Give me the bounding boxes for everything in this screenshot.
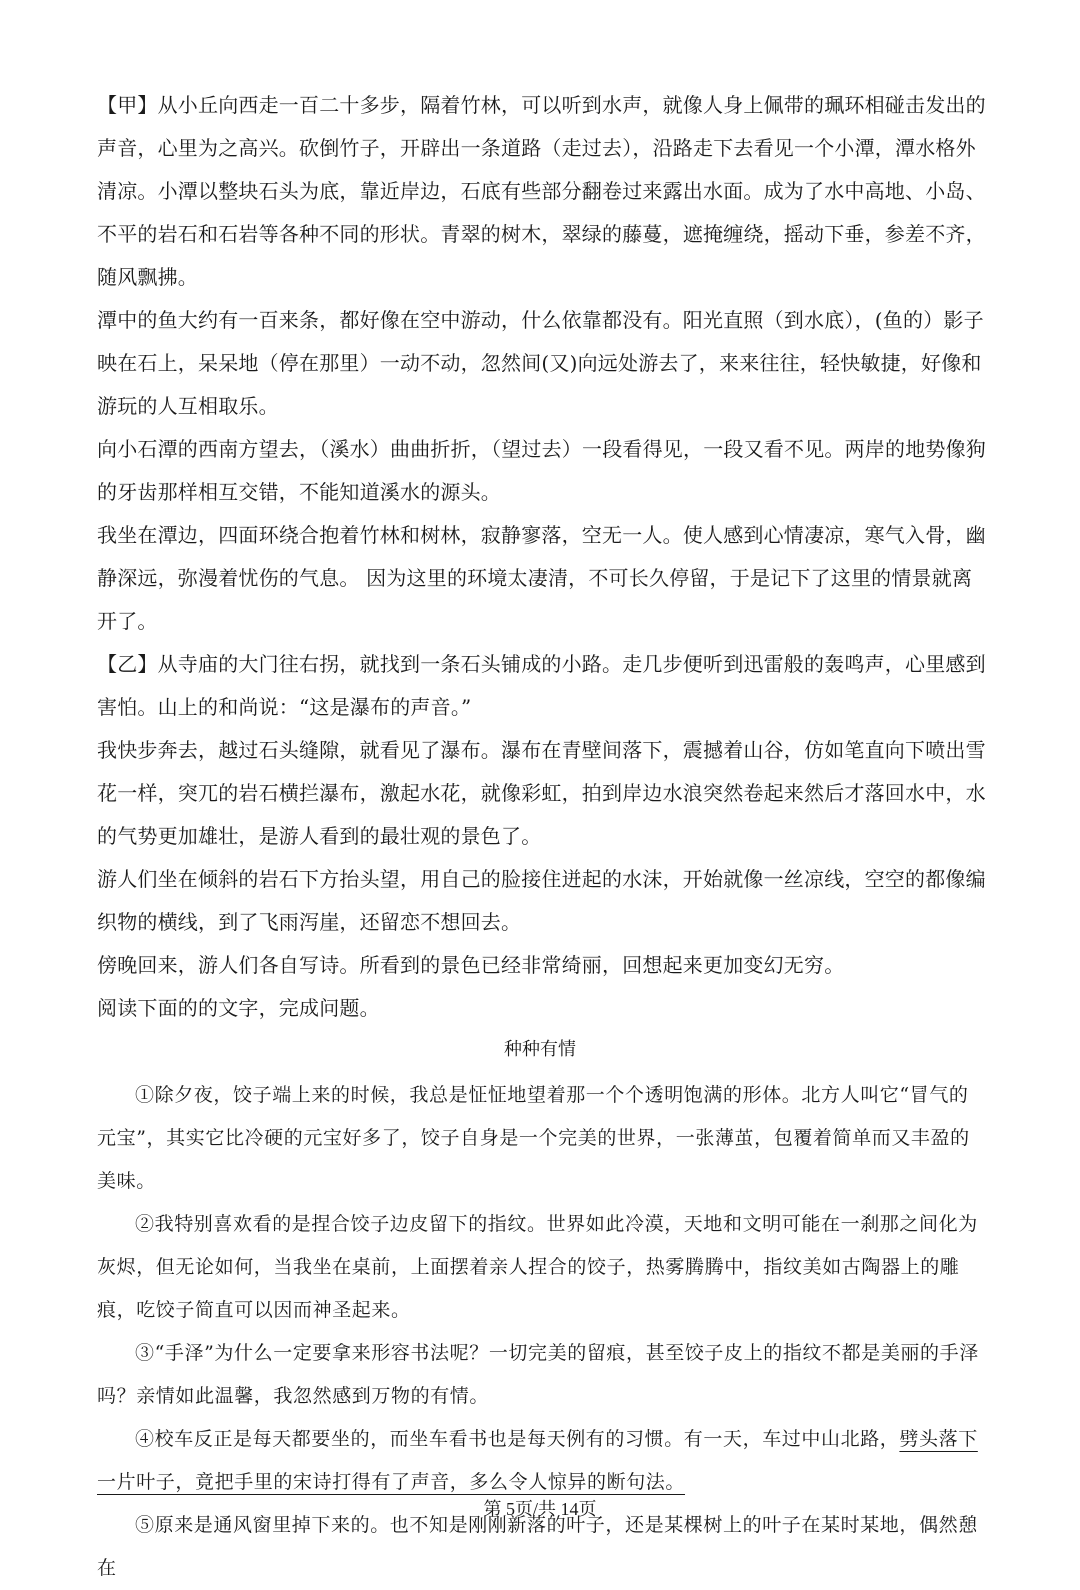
essay-paragraph-5: ⑤原来是通风窗里掉下来的。也不知是刚刚新落的叶子，还是某棵树上的叶子在某时某地，偶然憩在: [97, 1514, 978, 1579]
translation-paragraph-fish: 潭中的鱼大约有一百来条，都好像在空中游动，什么依靠都没有。阳光直照（到水底），(鱼的）影子映在石上，呆呆地（停在那里）一动不动，忽然间(又)向远处游去了，来来往往，轻快敏捷，好像和游玩的人互相取乐。: [97, 308, 984, 418]
essay-paragraph-1: ①除夕夜，饺子端上来的时候，我总是怔怔地望着那一个个透明饱满的形体。北方人叫它“冒气的元宝”，其实它比冷硬的元宝好多了，饺子自身是一个完美的世界，一张薄茧，包覆着简单而又丰盈的美味。: [97, 1084, 970, 1192]
translation-section: [97, 84, 987, 1030]
page-number: 第 5页/共 14页: [483, 1499, 597, 1519]
underlined-sentence: 劈头落下一片叶子，竟把手里的宋诗打得有了声音，多么令人惊异的断句法。: [97, 1428, 978, 1493]
translation-paragraph-stream: 向小石潭的西南方望去，（溪水）曲曲折折，（望过去）一段看得见，一段又看不见。两岸的地势像狗的牙齿那样相互交错，不能知道溪水的源头。: [97, 437, 986, 504]
translation-paragraph-waterfall: 我快步奔去，越过石头缝隙，就看见了瀑布。瀑布在青壁间落下，震撼着山谷，仿如笔直向下喷出雪花一样，突兀的岩石横拦瀑布，激起水花，就像彩虹，拍到岸边水浪突然卷起来然后才落回水中，水的气势更加雄壮，是游人看到的最壮观的景色了。: [97, 738, 986, 848]
essay-paragraph-2: ②我特别喜欢看的是捏合饺子边皮留下的指纹。世界如此冷漠，天地和文明可能在一刹那之间化为灰烬，但无论如何，当我坐在桌前，上面摆着亲人捏合的饺子，热雾腾腾中，指纹美如古陶器上的雕痕，吃饺子简直可以因而神圣起来。: [97, 1213, 978, 1321]
translation-paragraph-jia: 【甲】从小丘向西走一百二十多步，隔着竹林，可以听到水声，就像人身上佩带的珮环相碰击发出的声音，心里为之高兴。砍倒竹子，开辟出一条道路（走过去），沿路走下去看见一个小潭，潭水格外清凉。小潭以整块石头为底，靠近岸边，石底有些部分翻卷过来露出水面。成为了水中高地、小岛、不平的岩石和石岩等各种不同的形状。青翠的树木，翠绿的藤蔓，遮掩缠绕，摇动下垂，参差不齐，随风飘拂。: [97, 93, 986, 289]
translation-paragraph-evening: 傍晚回来，游人们各自写诗。所看到的景色已经非常绮丽，回想起来更加变幻无穷。: [97, 953, 845, 977]
translation-paragraph-leave: 我坐在潭边，四面环绕合抱着竹林和树林，寂静寥落，空无一人。使人感到心情凄凉，寒气入骨，幽静深远，弥漫着忧伤的气息。 因为这里的环境太凄清，不可长久停留，于是记下了这里的情景就离开了。: [97, 523, 986, 633]
translation-paragraph-yi: 【乙】从寺庙的大门往右拐，就找到一条石头铺成的小路。走几步便听到迅雷般的轰鸣声，心里感到害怕。山上的和尚说：“这是瀑布的声音。”: [97, 652, 986, 719]
reading-instruction: 阅读下面的的文字，完成问题。: [97, 996, 380, 1020]
essay-title: 种种有情: [504, 1039, 576, 1060]
translation-paragraph-visitors: 游人们坐在倾斜的岩石下方抬头望，用自己的脸接住迸起的水沫，开始就像一丝凉线，空空的都像编织物的横线，到了飞雨泻崖，还留恋不想回去。: [97, 867, 986, 934]
essay-paragraph-4-text: ④校车反正是每天都要坐的，而坐车看书也是每天例有的习惯。有一天，车过中山北路，: [135, 1428, 900, 1450]
essay-paragraph-3: ③“手泽”为什么一定要拿来形容书法呢？一切完美的留痕，甚至饺子皮上的指纹不都是美丽的手泽吗？亲情如此温馨，我忽然感到万物的有情。: [97, 1342, 979, 1407]
essay-paragraph-4: [97, 1418, 982, 1504]
